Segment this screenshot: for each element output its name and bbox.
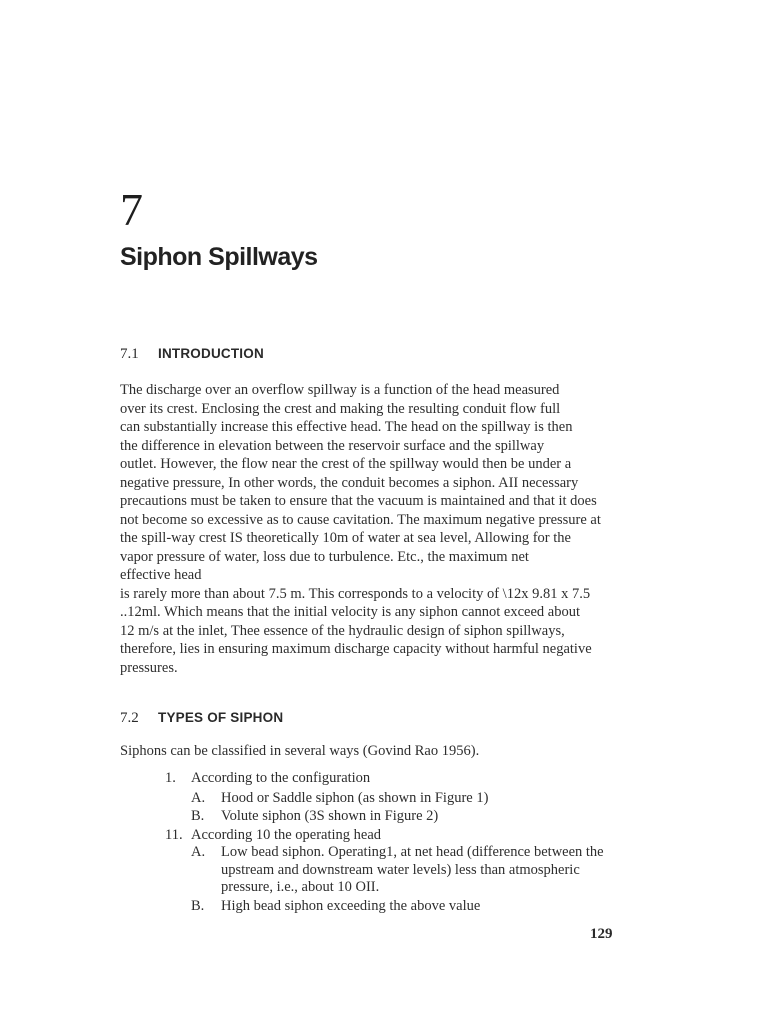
- paragraph-line: 12 m/s at the inlet, Thee essence of the hydraulic design of siphon spillways,: [120, 622, 565, 639]
- paragraph-line: the spill-way crest IS theoretically 10m of water at sea level, Allowing for the: [120, 530, 571, 546]
- sub-list-marker: A.: [191, 844, 206, 860]
- list-item: [165, 769, 370, 787]
- list-marker: 1.: [165, 770, 176, 786]
- sub-list-item: [191, 897, 480, 915]
- sub-list-item-text: upstream and downstream water levels) less than atmospheric: [221, 862, 580, 878]
- paragraph-line: is rarely more than about 7.5 m. This corresponds to a velocity of \12x 9.81 x 7.5: [120, 585, 591, 602]
- sub-list-item-text: Volute siphon (3S shown in Figure 2): [221, 808, 439, 824]
- page-number: 129: [590, 926, 613, 942]
- chapter-title: Siphon Spillways: [120, 243, 318, 271]
- list-marker: 11.: [165, 827, 183, 843]
- section-heading-types-of-siphon: [120, 708, 283, 729]
- paragraph-line: the difference in elevation between the reservoir surface and the spillway: [120, 437, 545, 454]
- sub-list-item: [191, 843, 604, 861]
- list-item: [165, 826, 381, 844]
- paragraph-line: therefore, lies in ensuring maximum discharge capacity without harmful negative: [120, 641, 592, 657]
- sub-list-item-continuation: [191, 878, 379, 896]
- paragraph-line: outlet. However, the flow near the crest of the spillway would then be under a: [120, 456, 572, 472]
- sub-list-item-text: Low bead siphon. Operating1, at net head (difference between the: [221, 844, 604, 860]
- paragraph-line: ..12ml. Which means that the initial velocity is any siphon cannot exceed about: [120, 604, 580, 620]
- paragraph-line: pressures.: [120, 659, 178, 676]
- paragraph-line: negative pressure, In other words, the conduit becomes a siphon. AII necessary: [120, 474, 579, 491]
- sub-list-item: [191, 789, 488, 807]
- sub-list-marker: A.: [191, 790, 206, 806]
- paragraph-line: effective head: [120, 567, 202, 583]
- sub-list-marker: B.: [191, 898, 205, 914]
- sub-list-item-text: Hood or Saddle siphon (as shown in Figure 1): [221, 790, 489, 806]
- section-title: INTRODUCTION: [158, 346, 264, 361]
- section-intro: Siphons can be classified in several ways (Govind Rao 1956).: [120, 743, 480, 759]
- sub-list-item-continuation: [191, 861, 580, 879]
- paragraph-line: can substantially increase this effective head. The head on the spillway is then: [120, 419, 573, 435]
- paragraph-line: precautions must be taken to ensure that the vacuum is maintained and that it does: [120, 493, 597, 509]
- paragraph-line: not become so excessive as to cause cavitation. The maximum negative pressure at: [120, 511, 601, 528]
- paragraph-line: over its crest. Enclosing the crest and making the resulting conduit flow full: [120, 400, 561, 417]
- sub-list-item-text: High bead siphon exceeding the above value: [221, 898, 481, 914]
- sub-list-item-text: pressure, i.e., about 10 OII.: [221, 879, 380, 895]
- paragraph-line: The discharge over an overflow spillway is a function of the head measured: [120, 382, 560, 398]
- list-item-text: According to the configuration: [191, 770, 371, 786]
- paragraph-line: vapor pressure of water, loss due to turbulence. Etc., the maximum net: [120, 548, 529, 565]
- list-item-text: According 10 the operating head: [191, 827, 382, 843]
- section-heading-introduction: [120, 344, 264, 365]
- section-number: 7.2: [120, 710, 139, 726]
- section-title: TYPES OF SIPHON: [158, 710, 284, 725]
- sub-list-item: [191, 807, 438, 825]
- chapter-number: 7: [120, 184, 143, 235]
- section-number: 7.1: [120, 346, 139, 362]
- sub-list-marker: B.: [191, 808, 205, 824]
